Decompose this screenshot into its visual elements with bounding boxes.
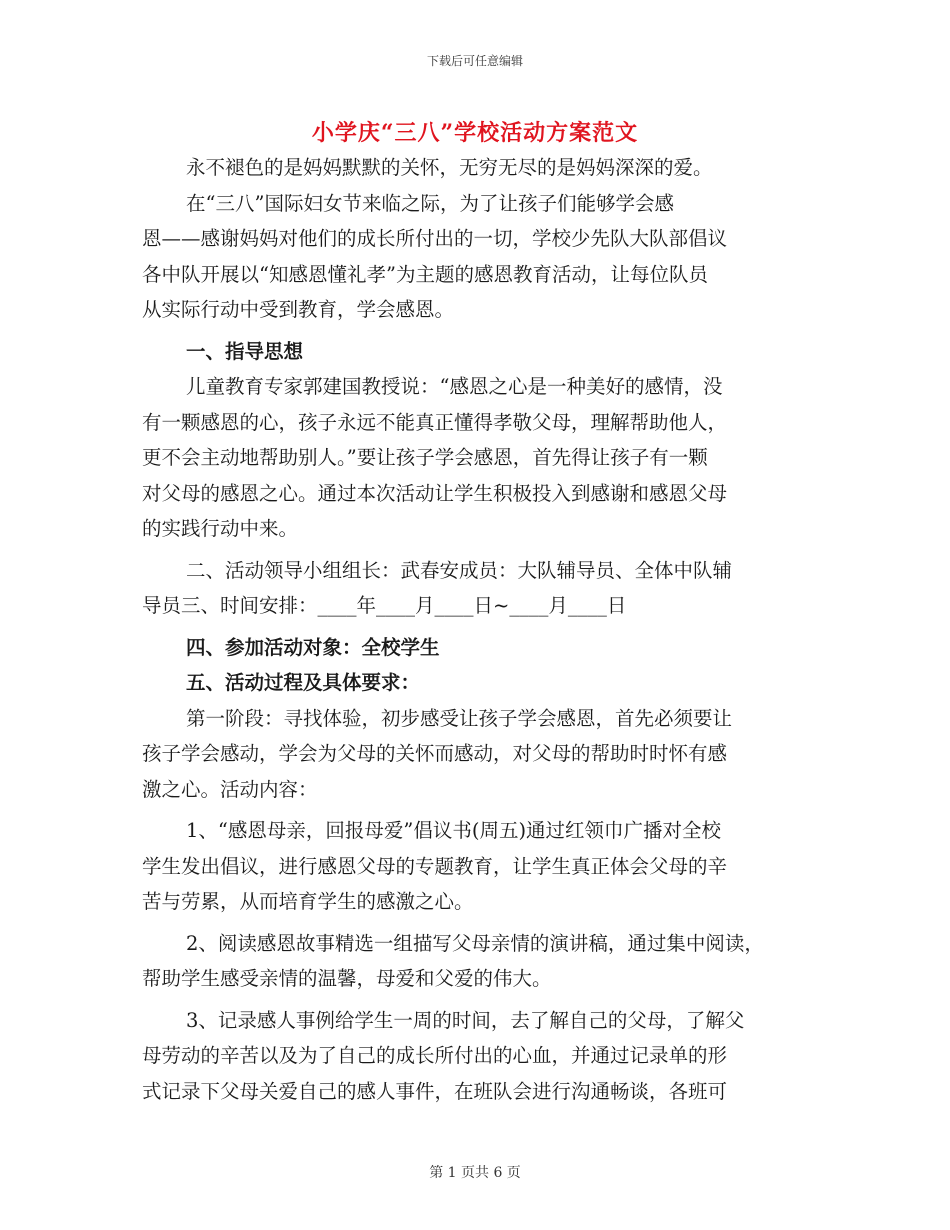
section-heading: 四、参加活动对象：全校学生 — [186, 635, 440, 659]
paragraph-line: 1、“感恩母亲，回报母爱”倡议书(周五)通过红领巾广播对全校 — [186, 819, 722, 842]
paragraph-line: 永不褪色的是妈妈默默的关怀，无穷无尽的是妈妈深深的爱。 — [186, 156, 713, 179]
paragraph-line: 的实践行动中来。 — [142, 517, 299, 540]
paragraph-line: 有一颗感恩的心，孩子永远不能真正懂得孝敬父母，理解帮助他人， — [142, 410, 728, 434]
paragraph-line: 更不会主动地帮助别人。”要让孩子学会感恩，首先得让孩子有一颗 — [142, 446, 708, 469]
paragraph-line: 苦与劳累，从而培育学生的感激之心。 — [142, 890, 474, 913]
paragraph-line: 3、记录感人事例给学生一周的时间，去了解自己的父母，了解父 — [186, 1008, 745, 1032]
section-heading: 五、活动过程及具体要求： — [186, 671, 421, 694]
paragraph-line: 式记录下父母关爱自己的感人事件，在班队会进行沟通畅谈，各班可 — [142, 1079, 728, 1103]
paragraph-line: 孩子学会感动，学会为父母的关怀而感动，对父母的帮助时时怀有感 — [142, 742, 728, 765]
paragraph-line: 第一阶段：寻找体验，初步感受让孩子学会感恩，首先必须要让 — [186, 706, 733, 730]
paragraph-line: 母劳动的辛苦以及为了自己的成长所付出的心血，并通过记录单的形 — [142, 1044, 728, 1067]
paragraph-line: 帮助学生感受亲情的温馨，母爱和父爱的伟大。 — [142, 967, 552, 990]
paragraph-line: 儿童教育专家郭建国教授说：“感恩之心是一种美好的感情，没 — [186, 375, 723, 398]
page-footer: 第 1 页共 6 页 — [429, 1165, 521, 1181]
paragraph-line: 学生发出倡议，进行感恩父母的专题教育，让学生真正体会父母的辛 — [142, 854, 728, 878]
section-heading: 一、指导思想 — [186, 339, 304, 363]
paragraph-line: 导员三、时间安排：____年____月____日~____月____日 — [142, 594, 627, 617]
paragraph-line: 在“三八”国际妇女节来临之际，为了让孩子们能够学会感 — [186, 191, 674, 215]
paragraph-line: 激之心。活动内容： — [142, 777, 318, 801]
paragraph-line: 二、活动领导小组组长：武春安成员：大队辅导员、全体中队辅 — [186, 558, 733, 582]
paragraph-line: 2、阅读感恩故事精选一组描写父母亲情的演讲稿，通过集中阅读， — [186, 931, 764, 955]
header-note: 下载后可任意编辑 — [426, 54, 523, 68]
paragraph-line: 对父母的感恩之心。通过本次活动让学生积极投入到感谢和感恩父母 — [142, 481, 728, 505]
document-title: 小学庆“三八”学校活动方案范文 — [311, 120, 639, 146]
paragraph-line: 从实际行动中受到教育，学会感恩。 — [142, 298, 455, 321]
paragraph-line: 恩——感谢妈妈对他们的成长所付出的一切，学校少先队大队部倡议 — [142, 227, 728, 250]
document-body — [142, 150, 802, 1109]
paragraph-line: 各中队开展以“知感恩懂礼孝”为主题的感恩教育活动，让每位队员 — [142, 262, 708, 286]
